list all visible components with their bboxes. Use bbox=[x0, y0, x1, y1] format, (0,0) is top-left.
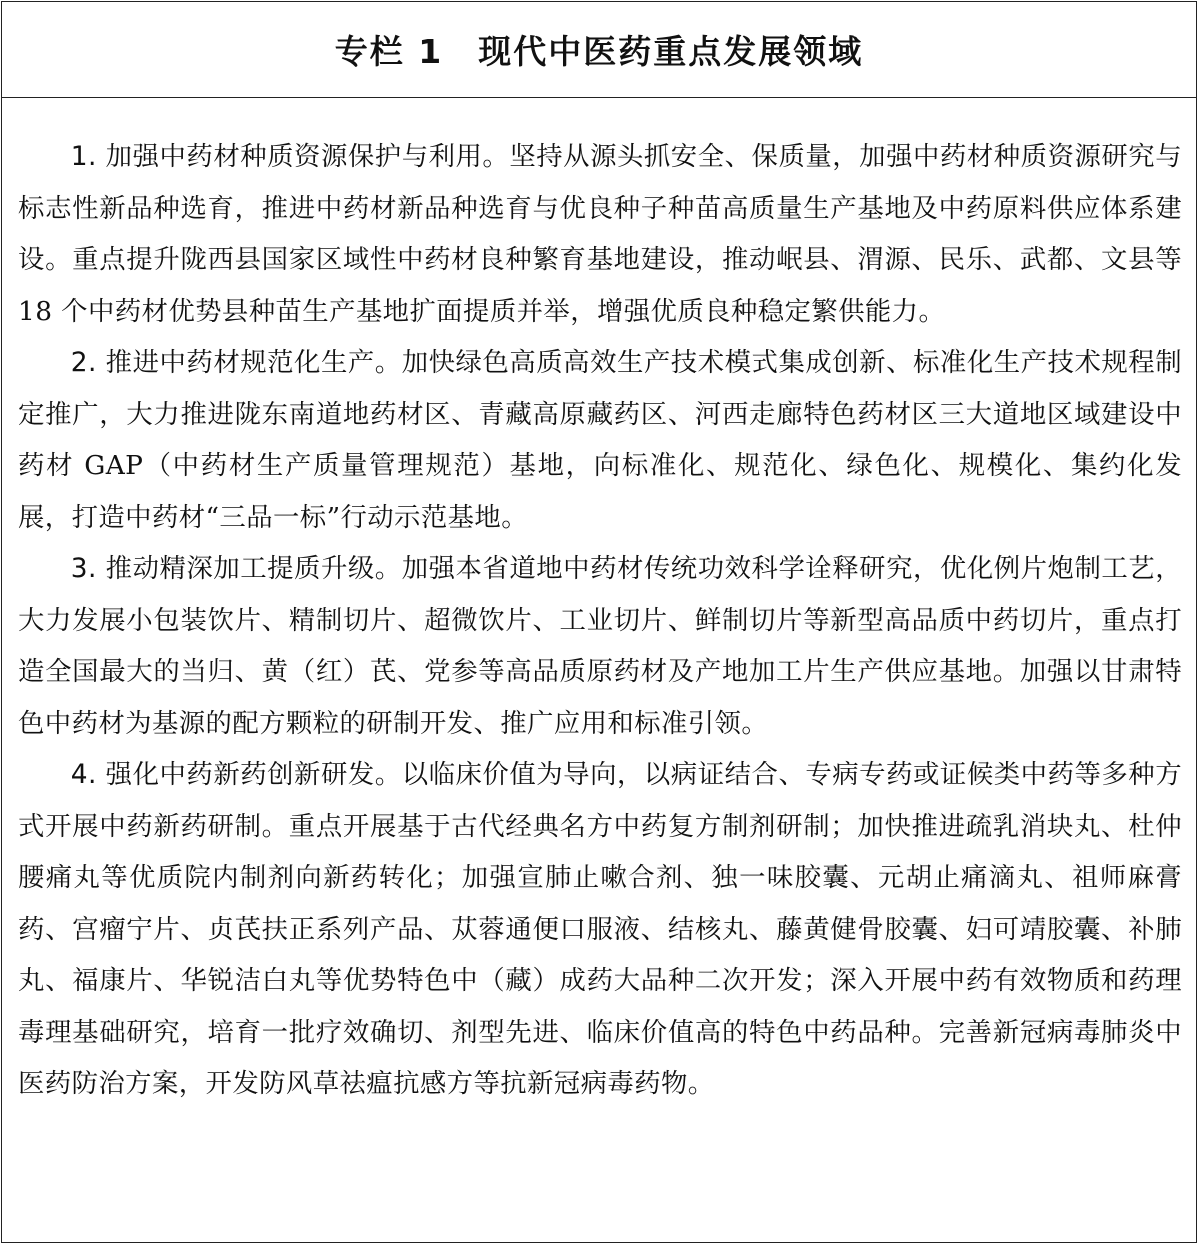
item-paragraph-2 bbox=[18, 337, 1182, 543]
item-body-3: 加强本省道地中药材传统功效科学诠释研究，优化例片炮制工艺，大力发展小包装饮片、精制切片、超微饮片、工业切片、鲜制切片等新型高品质中药切片，重点打造全国最大的当归、黄（红）芪、党参等高品质原药材及产地加工片生产供应基地。加强以甘肃特色中药材为基源的配方颗粒的研制开发、推广应用和标准引领。 bbox=[18, 553, 1182, 739]
title-bar bbox=[2, 2, 1196, 98]
column-title: 专栏 1 现代中医药重点发展领域 bbox=[334, 32, 864, 71]
item-body-4: 以临床价值为导向，以病证结合、专病专药或证候类中药等多种方式开展中药新药研制。重点开展基于古代经典名方中药复方制剂研制；加快推进疏乳消块丸、杜仲腰痛丸等优质院内制剂向新药转化；加强宣肺止嗽合剂、独一味胶囊、元胡止痛滴丸、祖师麻膏药、宫瘤宁片、贞芪扶正系列产品、苁蓉通便口服液、结核丸、藤黄健骨胶囊、妇可靖胶囊、补肺丸、福康片、华锐洁白丸等优势特色中（藏）成药大品种二次开发；深入开展中药有效物质和药理毒理基础研究，培育一批疗效确切、剂型先进、临床价值高的特色中药品种。完善新冠病毒肺炎中医药防治方案，开发防风草祛瘟抗感方等抗新冠病毒药物。 bbox=[18, 759, 1182, 1099]
item-heading-4: 4. 强化中药新药创新研发。 bbox=[70, 759, 402, 790]
item-paragraph-3 bbox=[18, 543, 1182, 749]
item-heading-1: 1. 加强中药材种质资源保护与利用。 bbox=[70, 141, 510, 172]
item-body-2: 加快绿色高质高效生产技术模式集成创新、标准化生产技术规程制定推广，大力推进陇东南道地药材区、青藏高原藏药区、河西走廊特色药材区三大道地区域建设中药材 GAP（中药材生产质量管理规范）基地，向标准化、规范化、绿色化、规模化、集约化发展，打造中药材“三品一标”行动示范基地。 bbox=[18, 347, 1182, 533]
item-heading-2: 2. 推进中药材规范化生产。 bbox=[70, 347, 402, 378]
item-body-1: 坚持从源头抓安全、保质量，加强中药材种质资源研究与标志性新品种选育，推进中药材新品种选育与优良种子种苗高质量生产基地及中药原料供应体系建设。重点提升陇西县国家区域性中药材良种繁育基地建设，推动岷县、渭源、民乐、武都、文县等 18 个中药材优势县种苗生产基地扩面提质并举，增强优质良种稳定繁供能力。 bbox=[18, 141, 1182, 327]
column-content bbox=[2, 98, 1196, 1110]
column-box bbox=[1, 1, 1197, 1243]
item-heading-3: 3. 推动精深加工提质升级。 bbox=[70, 553, 402, 584]
item-paragraph-4 bbox=[18, 749, 1182, 1110]
item-paragraph-1 bbox=[18, 131, 1182, 337]
